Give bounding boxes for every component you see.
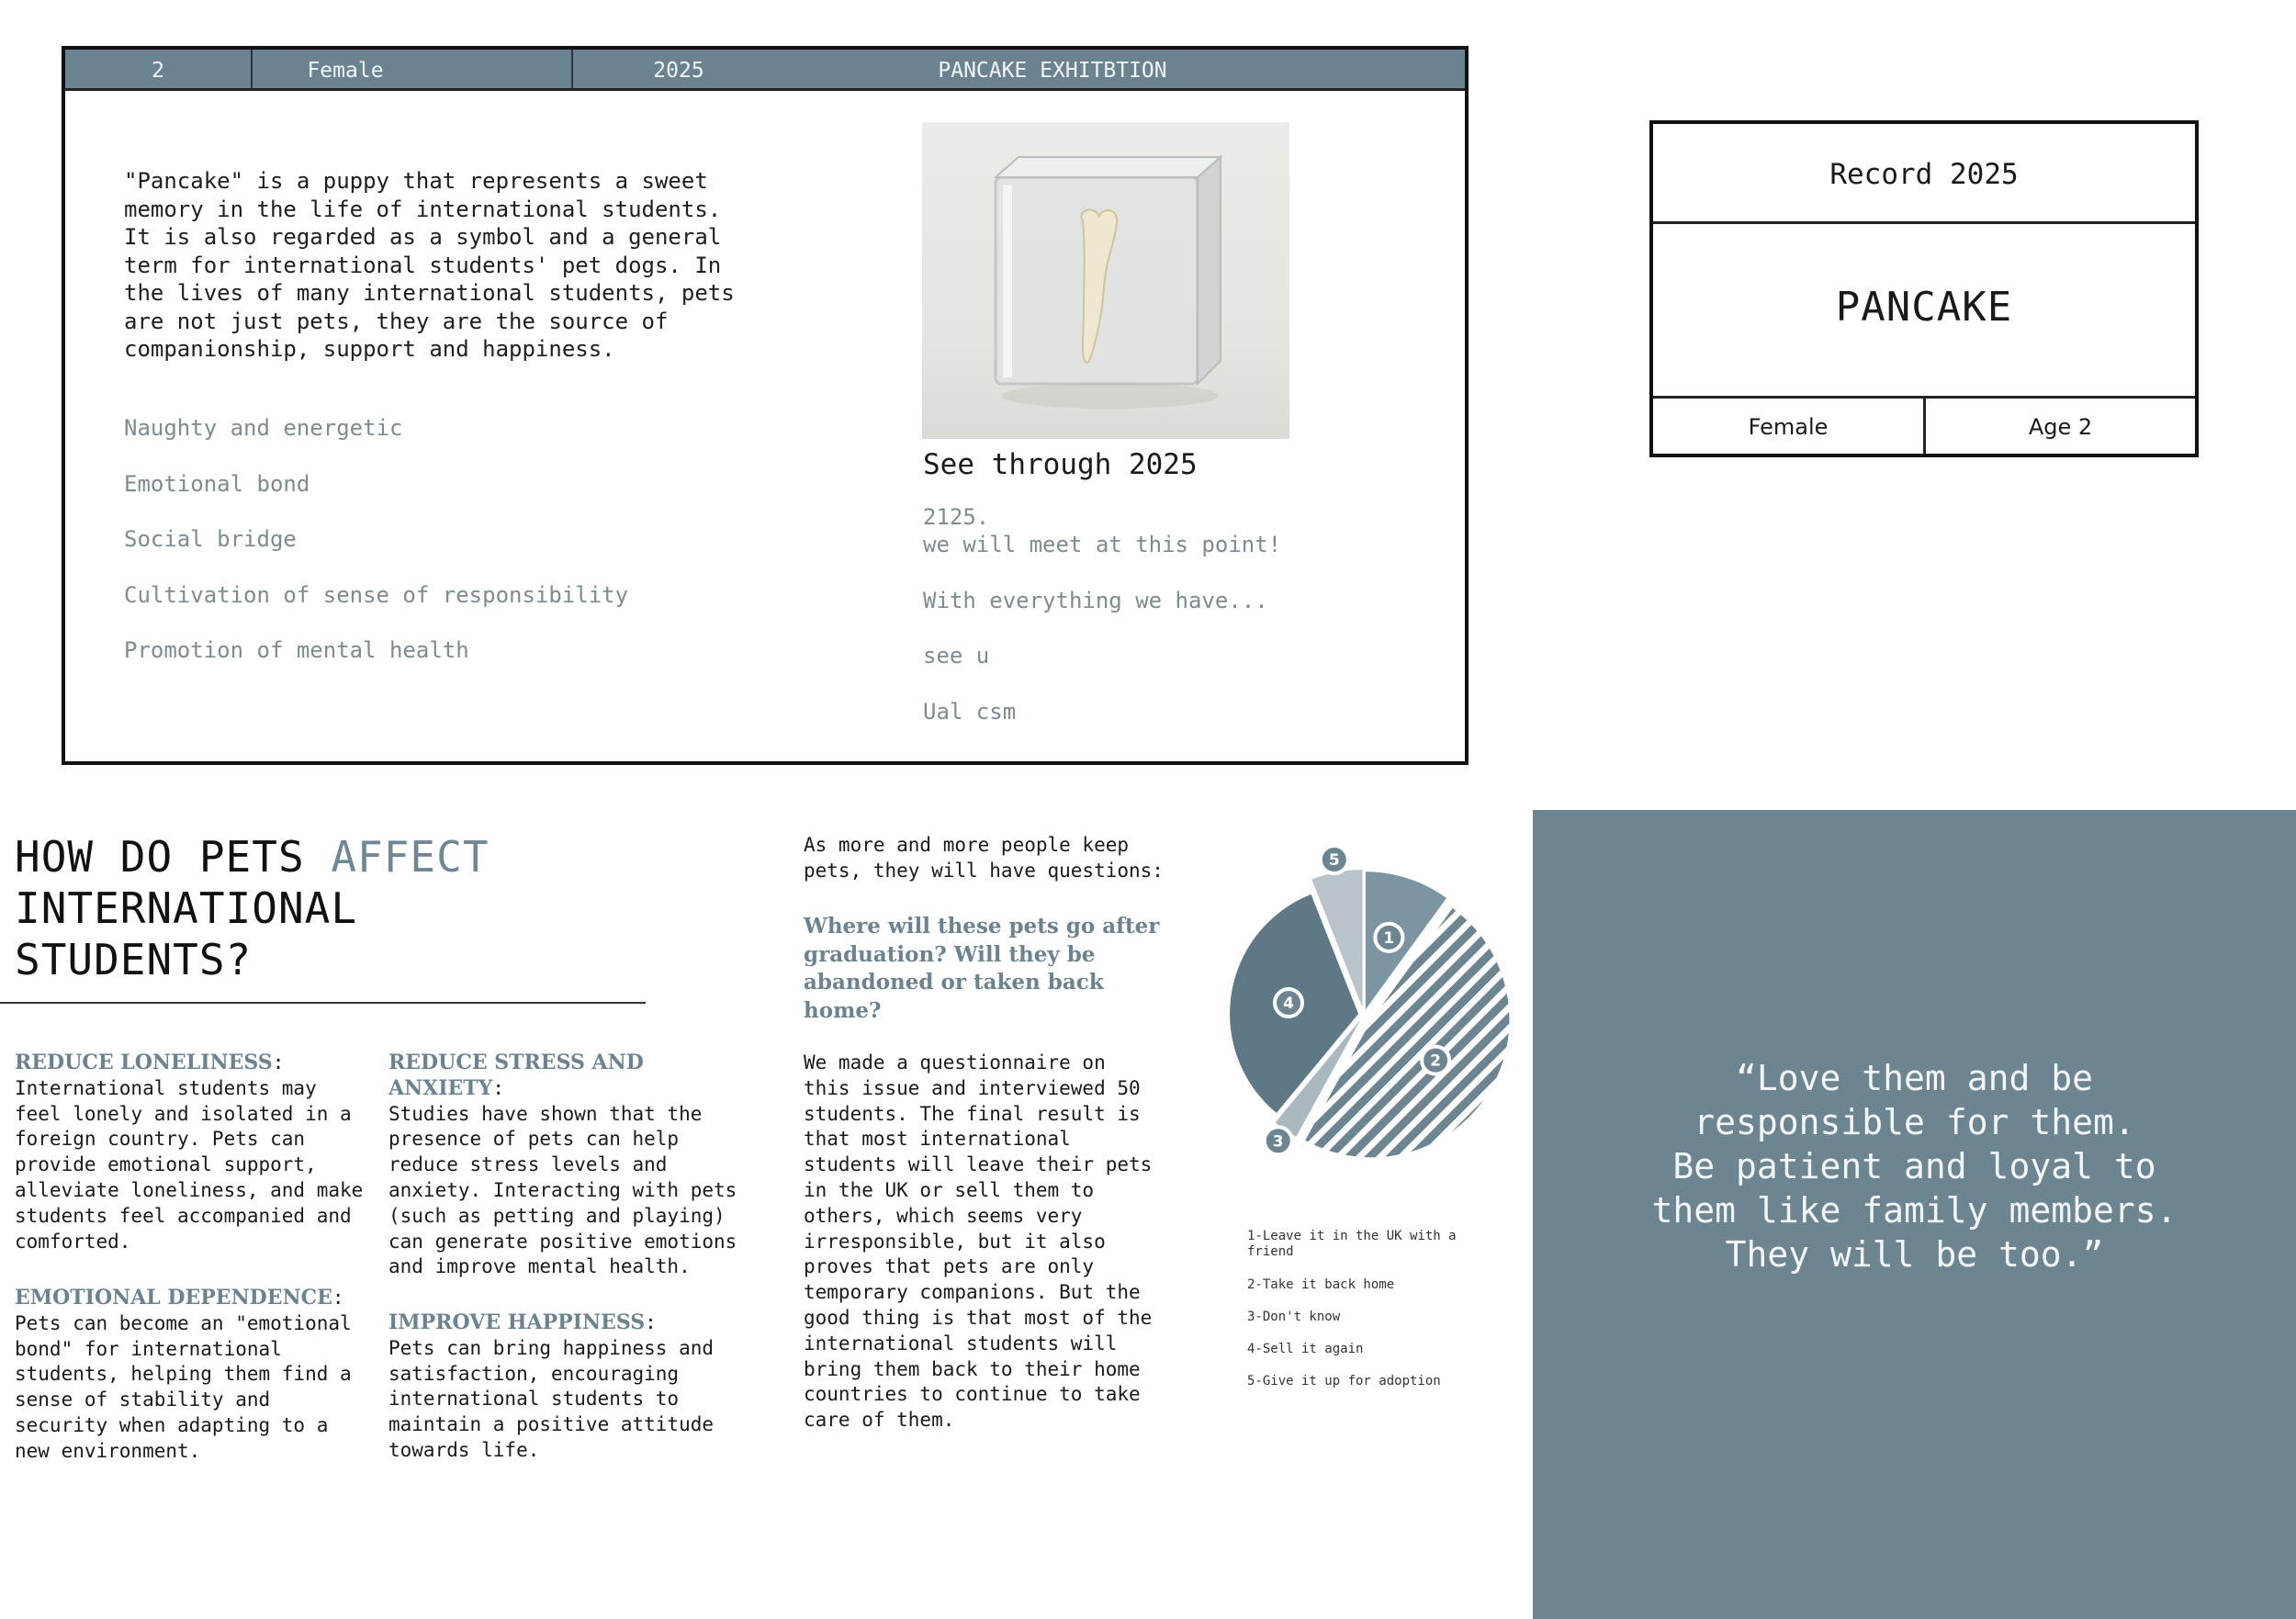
headline-part: STUDENTS? — [15, 935, 253, 984]
quote-panel — [1533, 810, 2296, 1619]
legend-item: 3-Don't know — [1247, 1310, 1341, 1324]
note-line: Ual csm — [923, 699, 1017, 725]
record-name: PANCAKE — [1653, 224, 2195, 399]
headline-part: HOW DO PETS — [15, 832, 332, 882]
headline-part: INTERNATIONAL — [15, 883, 358, 933]
record-card — [1649, 120, 2199, 457]
section-body: Pets can become an "emotional bond" for international students, helping them find a sense of stability and security when adapting to a new environment. — [15, 1311, 352, 1462]
note-line: see u — [923, 643, 990, 669]
trait-item: Emotional bond — [124, 471, 310, 497]
legend-item: 1-Leave it in the UK with a friend — [1247, 1229, 1457, 1259]
quote-text: “Love them and be responsible for them. Be patient and loyal to them like family members. They will be too.” — [1651, 1058, 2178, 1275]
section-title: IMPROVE HAPPINESS — [388, 1310, 646, 1334]
trait-item: Naughty and energetic — [124, 415, 403, 441]
pie-slice-badge — [1375, 924, 1402, 951]
pie-slice-label: 2 — [1430, 1051, 1442, 1071]
section-reduce-loneliness: REDUCE LONELINESS: International students may feel lonely and isolated in a foreign country. Pets can provide emotional support, alleviate loneliness, and make students feel accompanied and comforted. — [15, 1051, 364, 1253]
survey-pie-chart — [1217, 851, 1511, 1162]
section-improve-happiness: IMPROVE HAPPINESS: Pets can bring happiness and satisfaction, encouraging international students to maintain a positive attitude towards life. — [388, 1310, 715, 1461]
pancake-description: "Pancake" is a puppy that represents a sweet memory in the life of international students. It is also regarded as a symbol and a general term for international students' pet dogs. In the lives of many international students, pets are not just pets, they are the source of companionship, support and happiness. — [124, 168, 735, 362]
trait-item: Social bridge — [124, 526, 297, 552]
note-line: 2125. — [923, 504, 990, 530]
exhibition-header-bar — [65, 50, 1465, 91]
pie-slice-badge — [1265, 1127, 1292, 1154]
section-body: Pets can bring happiness and satisfaction, encouraging international students to maintain a positive attitude towards life. — [388, 1336, 715, 1461]
record-label: Record 2025 — [1653, 124, 2195, 224]
section-body: International students may feel lonely and isolated in a foreign country. Pets can provide emotional support, alleviate loneliness, and make students feel accompanied and comforted. — [15, 1076, 364, 1253]
section-title: REDUCE LONELINESS — [15, 1051, 273, 1074]
record-age: Age 2 — [2028, 414, 2093, 440]
headline-accent: AFFECT — [331, 832, 490, 882]
pie-slice-badge — [1321, 846, 1348, 873]
question-intro: As more and more people keep pets, they will have questions: — [804, 834, 1164, 882]
survey-result: We made a questionnaire on this issue and interviewed 50 students. The final result is that most international students will leave their pets in the UK or sell them to others, which seems very irresponsible, but it also proves that pets are only temporary companions. But the good thing is that most of the international students will bring them back to their home countries to continue to take care of them. — [804, 1051, 1153, 1432]
pie-slice-label: 4 — [1283, 995, 1294, 1014]
resin-tooth-photo — [922, 122, 1289, 439]
trait-item: Promotion of mental health — [124, 637, 469, 663]
exhibition-card — [62, 46, 1469, 765]
note-line: With everything we have... — [923, 588, 1268, 613]
page-headline — [15, 831, 658, 985]
section-body: Studies have shown that the presence of pets can help reduce stress levels and anxiety. Interacting with pets (such as petting and playing) can generate positive emotions and improve mental health. — [388, 1102, 737, 1278]
legend-item: 5-Give it up for adoption — [1247, 1374, 1441, 1389]
bar-sex: Female — [307, 59, 384, 83]
bar-year: 2025 — [653, 59, 704, 83]
section-reduce-stress: REDUCE STRESS AND ANXIETY: Studies have shown that the presence of pets can help reduce stress levels and anxiety. Interacting with pets (such as petting and playing) can generate positive emotions and improve mental health. — [388, 1051, 737, 1278]
pie-slice-label: 1 — [1383, 928, 1395, 948]
section-title: REDUCE STRESS AND ANXIETY — [388, 1051, 644, 1100]
pie-slice-label: 3 — [1272, 1132, 1284, 1152]
legend-item: 2-Take it back home — [1247, 1277, 1395, 1292]
trait-item: Cultivation of sense of responsibility — [124, 582, 629, 608]
photo-caption: See through 2025 — [923, 448, 1198, 481]
bar-age: 2 — [152, 59, 164, 83]
record-sex: Female — [1653, 399, 1926, 454]
pie-slice-badge — [1275, 989, 1302, 1017]
note-line: we will meet at this point! — [923, 532, 1282, 557]
pie-slice-label: 5 — [1328, 851, 1340, 871]
section-emotional-dependence: EMOTIONAL DEPENDENCE: Pets can become an "emotional bond" for international students, helping them find a sense of stability and security when adapting to a new environment. — [15, 1286, 352, 1462]
section-title: EMOTIONAL DEPENDENCE — [15, 1286, 332, 1310]
question-highlight: Where will these pets go after graduation? Will they be abandoned or taken back home? — [804, 914, 1160, 1023]
legend-item: 4-Sell it again — [1247, 1342, 1364, 1356]
divider-rule — [0, 1002, 646, 1004]
bar-title: PANCAKE EXHITBTION — [938, 59, 1167, 83]
pie-slice-badge — [1422, 1047, 1449, 1074]
